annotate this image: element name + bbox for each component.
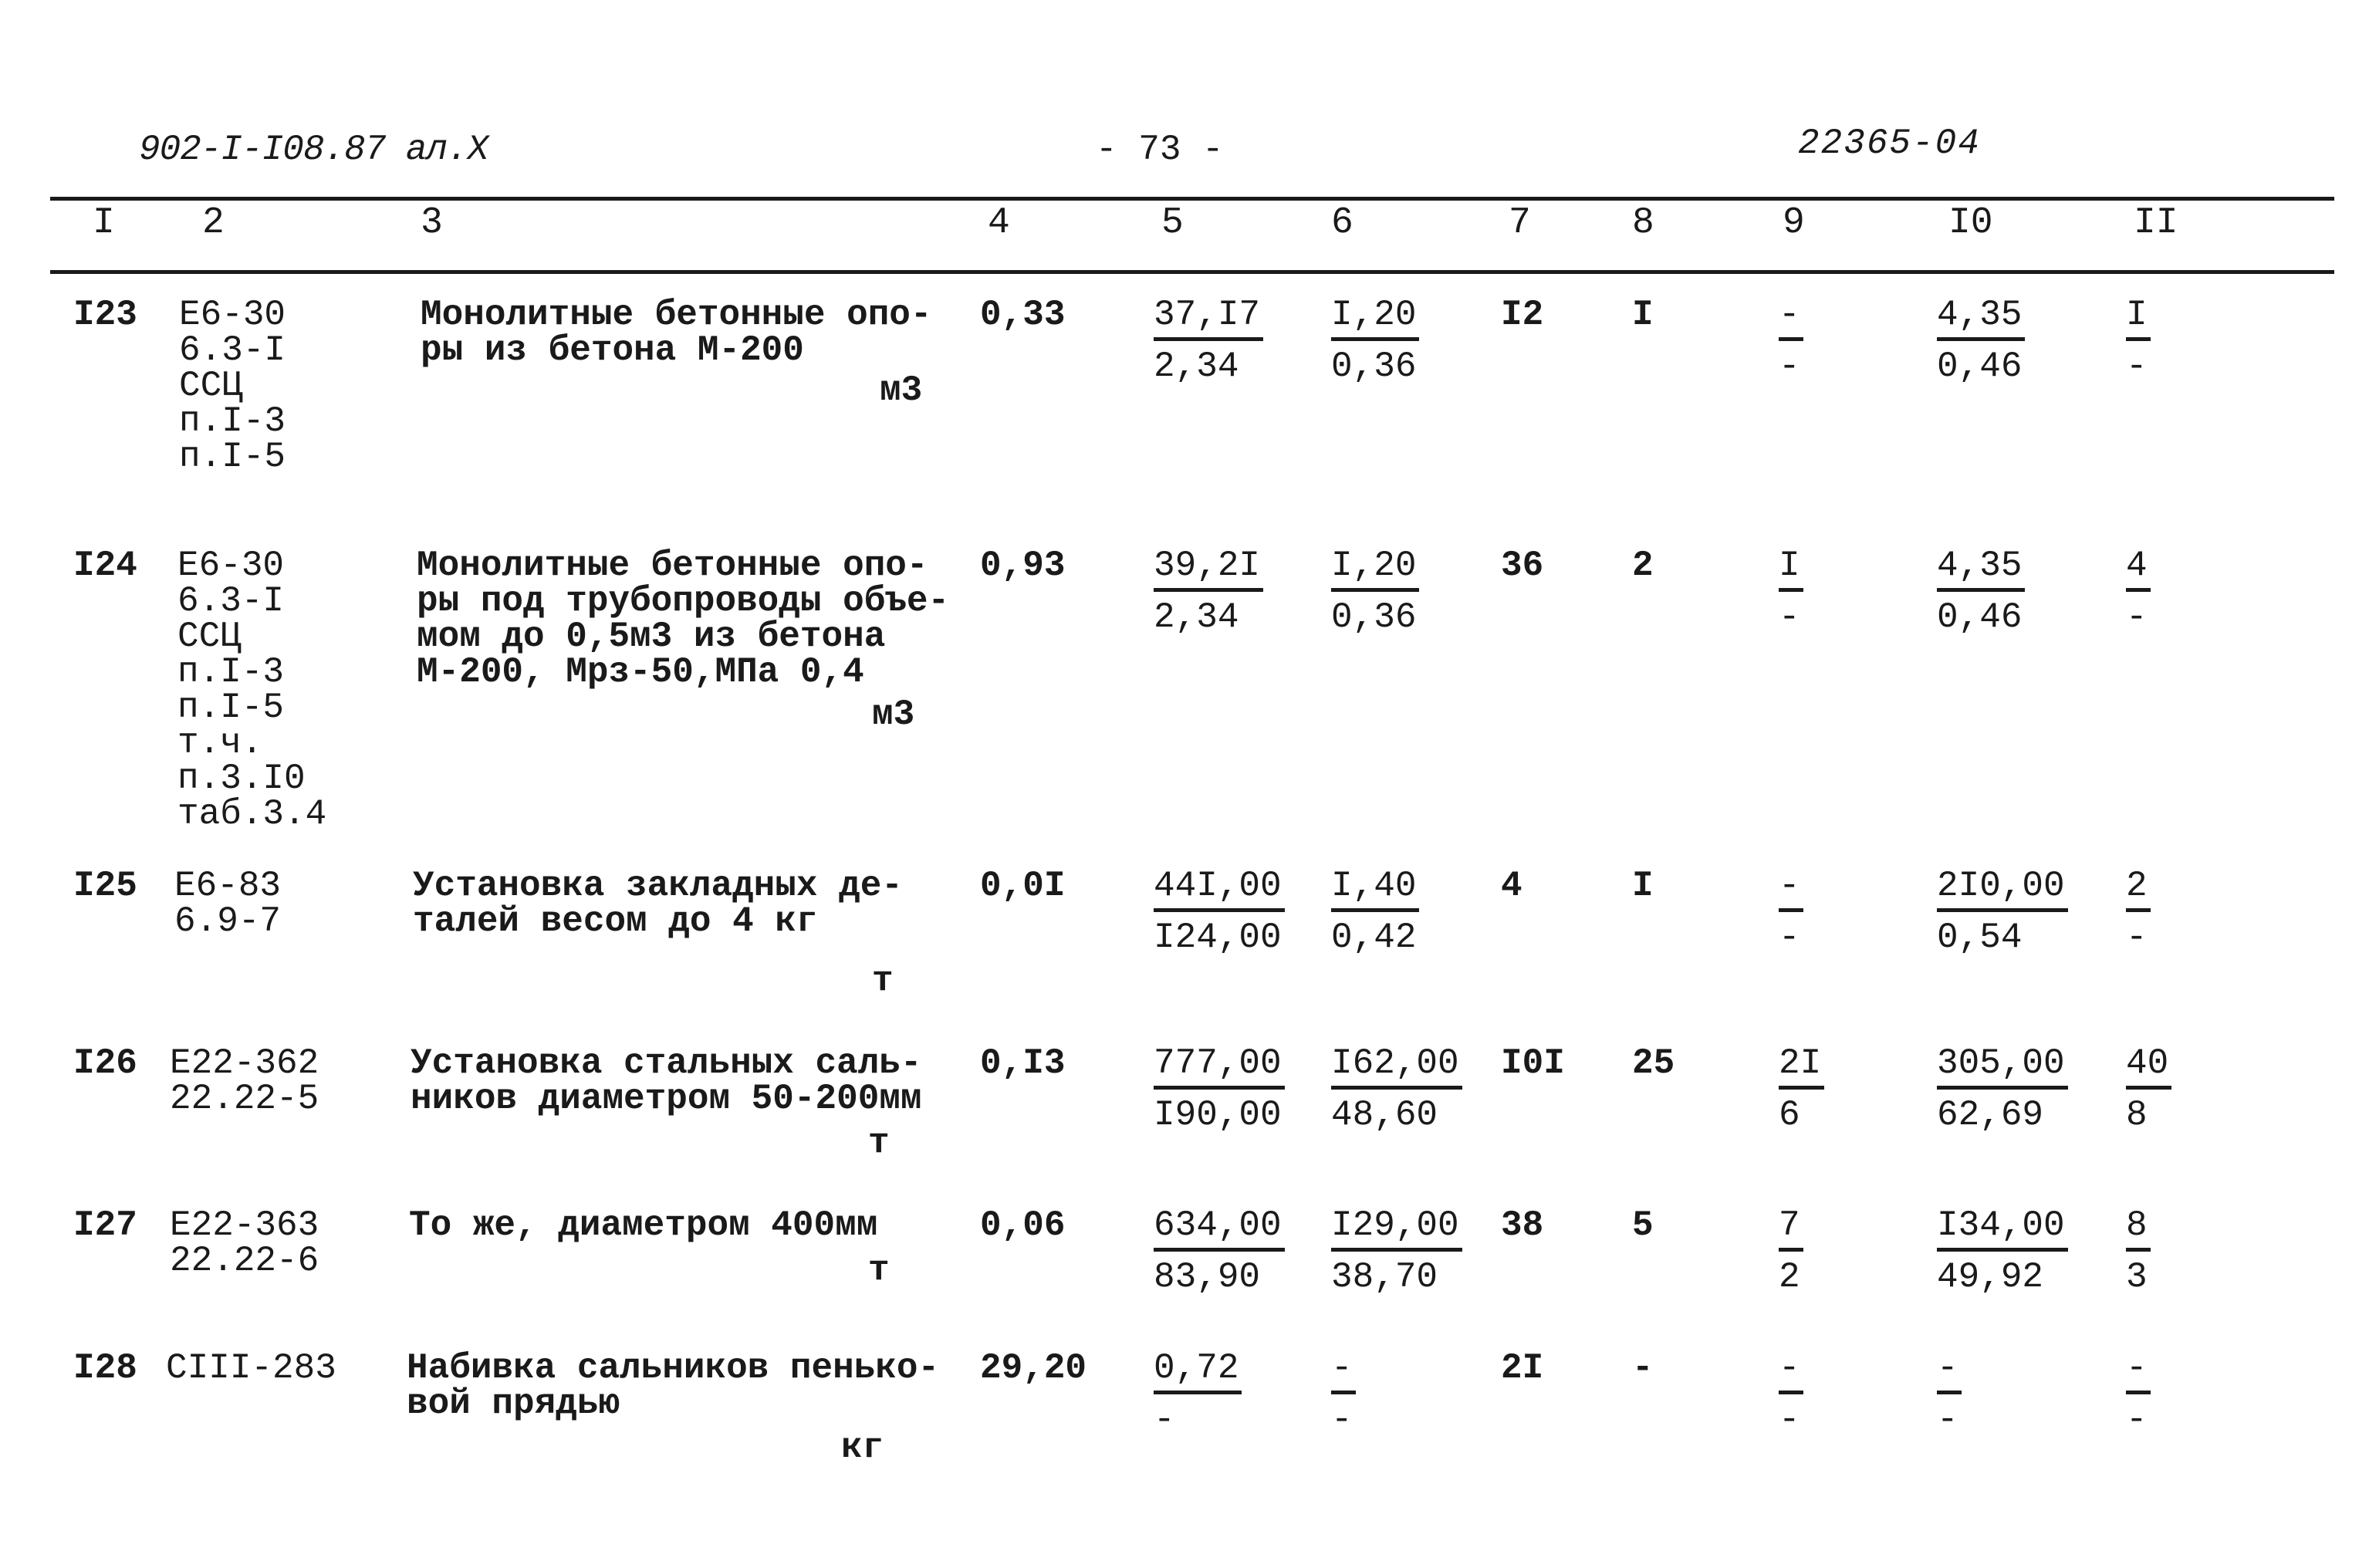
work-description: Набивка сальников пенько- вой прядью — [407, 1348, 940, 1424]
fraction-cell — [1937, 1043, 2068, 1135]
fraction-cell — [1779, 295, 1803, 387]
fraction-cell — [1779, 1043, 1824, 1135]
fraction-denominator: 38,70 — [1331, 1257, 1438, 1297]
fraction-cell — [2126, 866, 2151, 958]
column-header: 9 — [1783, 202, 1805, 244]
column-8-cell: 5 — [1632, 1205, 1654, 1245]
fraction-numerator: 305,00 — [1937, 1046, 2068, 1090]
fraction-cell — [1331, 1350, 1356, 1438]
fraction-denominator: 2 — [1779, 1257, 1800, 1297]
fraction-denominator: 0,54 — [1937, 917, 2023, 958]
fraction-denominator: - — [1937, 1400, 1958, 1440]
fraction-numerator: 4,35 — [1937, 297, 2025, 341]
column-header: 2 — [202, 202, 225, 244]
norm-code: E6-30 6.3-I ССЦ п.I-3 п.I-5 т.ч. п.3.I0 таб.3.4 — [177, 546, 327, 834]
quantity-cell: 0,0I — [980, 866, 1066, 906]
fraction-denominator: 2,34 — [1154, 597, 1239, 637]
fraction-denominator: 3 — [2126, 1257, 2148, 1297]
norm-code: E22-362 22.22-5 — [170, 1043, 319, 1119]
column-8-cell: - — [1632, 1348, 1654, 1388]
column-header: 8 — [1632, 202, 1654, 244]
fraction-numerator: - — [1779, 1350, 1803, 1394]
fraction-denominator: 48,60 — [1331, 1095, 1438, 1135]
fraction-cell — [1154, 866, 1285, 958]
fraction-numerator: I — [2126, 297, 2151, 341]
column-7-cell: I0I — [1501, 1043, 1565, 1083]
fraction-numerator: 7 — [1779, 1208, 1803, 1252]
fraction-cell — [2126, 1350, 2151, 1438]
fraction-cell — [2126, 295, 2151, 387]
norm-code: CIII-283 — [166, 1348, 336, 1388]
fraction-cell — [1779, 548, 1803, 635]
column-header: I — [93, 202, 115, 244]
fraction-denominator: 0,36 — [1331, 346, 1417, 387]
fraction-cell — [1779, 866, 1803, 958]
fraction-numerator: 634,00 — [1154, 1208, 1285, 1252]
fraction-numerator: I29,00 — [1331, 1208, 1462, 1252]
fraction-cell — [1331, 1043, 1462, 1135]
fraction-cell — [1937, 866, 2068, 958]
column-8-cell: 2 — [1632, 546, 1654, 586]
column-8-cell: 25 — [1632, 1043, 1675, 1083]
fraction-denominator: - — [2126, 346, 2148, 387]
fraction-cell — [1154, 548, 1263, 635]
fraction-denominator: - — [2126, 597, 2148, 637]
fraction-denominator: - — [1779, 917, 1800, 958]
quantity-cell: 29,20 — [980, 1348, 1087, 1388]
fraction-numerator: - — [2126, 1350, 2151, 1394]
unit-of-measure: м3 — [872, 694, 915, 735]
column-header: II — [2134, 202, 2178, 244]
quantity-cell: 0,06 — [980, 1205, 1066, 1245]
fraction-numerator: 4 — [2126, 548, 2151, 592]
fraction-denominator: 2,34 — [1154, 346, 1239, 387]
column-7-cell: 4 — [1501, 866, 1522, 906]
fraction-cell — [1779, 1350, 1803, 1438]
table-top-rule — [50, 197, 2334, 201]
fraction-denominator: 0,46 — [1937, 597, 2023, 637]
fraction-numerator: 44I,00 — [1154, 868, 1285, 912]
fraction-numerator: 37,I7 — [1154, 297, 1263, 341]
fraction-denominator: 49,92 — [1937, 1257, 2044, 1297]
column-header: 4 — [988, 202, 1010, 244]
sheet-number: 22365-04 — [1798, 123, 1981, 164]
quantity-cell: 0,33 — [980, 295, 1066, 335]
fraction-cell — [2126, 1043, 2171, 1135]
column-7-cell: 38 — [1501, 1205, 1544, 1245]
unit-of-measure: т — [868, 1123, 890, 1163]
fraction-denominator: I90,00 — [1154, 1095, 1282, 1135]
fraction-denominator: 0,42 — [1331, 917, 1417, 958]
fraction-cell — [1779, 1205, 1803, 1297]
row-number: I23 — [73, 295, 137, 335]
fraction-numerator: I,40 — [1331, 868, 1419, 912]
fraction-cell — [1331, 295, 1419, 387]
quantity-cell: 0,I3 — [980, 1043, 1066, 1083]
unit-of-measure: т — [868, 1250, 890, 1290]
fraction-numerator: 40 — [2126, 1046, 2171, 1090]
fraction-cell — [1937, 548, 2025, 635]
fraction-numerator: I,20 — [1331, 297, 1419, 341]
row-number: I28 — [73, 1348, 137, 1388]
fraction-denominator: 0,36 — [1331, 597, 1417, 637]
work-description: Монолитные бетонные опо- ры из бетона М-200 — [421, 295, 932, 370]
fraction-cell — [1331, 866, 1419, 958]
fraction-denominator: 0,46 — [1937, 346, 2023, 387]
fraction-numerator: 2 — [2126, 868, 2151, 912]
column-7-cell: 2I — [1501, 1348, 1544, 1388]
fraction-denominator: - — [2126, 917, 2148, 958]
work-description: Установка стальных саль- ников диаметром 50-200мм — [411, 1043, 922, 1119]
fraction-numerator: - — [1331, 1350, 1356, 1394]
column-header: 3 — [421, 202, 443, 244]
fraction-denominator: 6 — [1779, 1095, 1800, 1135]
fraction-cell — [1154, 1043, 1285, 1135]
column-header: 7 — [1509, 202, 1531, 244]
row-number: I24 — [73, 546, 137, 586]
column-header: 6 — [1331, 202, 1353, 244]
work-description: Установка закладных де- талей весом до 4 кг — [413, 866, 903, 941]
fraction-numerator: - — [1779, 868, 1803, 912]
fraction-cell — [1937, 1350, 1962, 1438]
fraction-cell — [1331, 548, 1419, 635]
column-header: 5 — [1161, 202, 1184, 244]
row-number: I25 — [73, 866, 137, 906]
fraction-cell — [1154, 1350, 1242, 1438]
work-description: Монолитные бетонные опо- ры под трубопроводы объе- мом до 0,5м3 из бетона М-200, Мрз-50,МПа 0,4 — [417, 546, 950, 692]
fraction-cell — [2126, 548, 2151, 635]
fraction-denominator: - — [1779, 1400, 1800, 1440]
norm-code: E6-83 6.9-7 — [174, 866, 282, 941]
fraction-denominator: - — [1779, 597, 1800, 637]
page-number: - 73 - — [1096, 130, 1224, 170]
fraction-cell — [1331, 1205, 1462, 1297]
fraction-numerator: I62,00 — [1331, 1046, 1462, 1090]
fraction-denominator: 62,69 — [1937, 1095, 2044, 1135]
fraction-numerator: - — [1779, 297, 1803, 341]
fraction-numerator: I — [1779, 548, 1803, 592]
fraction-denominator: 83,90 — [1154, 1257, 1261, 1297]
unit-of-measure: кг — [841, 1428, 884, 1468]
column-header: I0 — [1948, 202, 1993, 244]
fraction-numerator: I34,00 — [1937, 1208, 2068, 1252]
fraction-numerator: 0,72 — [1154, 1350, 1242, 1394]
quantity-cell: 0,93 — [980, 546, 1066, 586]
document-code: 902-I-I08.87 ал.X — [139, 130, 488, 170]
column-7-cell: I2 — [1501, 295, 1544, 335]
fraction-denominator: - — [1154, 1400, 1175, 1440]
norm-code: E22-363 22.22-6 — [170, 1205, 319, 1281]
fraction-numerator: I,20 — [1331, 548, 1419, 592]
fraction-cell — [1937, 295, 2025, 387]
unit-of-measure: т — [872, 961, 894, 1001]
fraction-cell — [2126, 1205, 2151, 1297]
fraction-numerator: 2I0,00 — [1937, 868, 2068, 912]
fraction-denominator: - — [1779, 346, 1800, 387]
fraction-numerator: 2I — [1779, 1046, 1824, 1090]
fraction-cell — [1937, 1205, 2068, 1297]
column-7-cell: 36 — [1501, 546, 1544, 586]
fraction-denominator: I24,00 — [1154, 917, 1282, 958]
work-description: То же, диаметром 400мм — [409, 1205, 878, 1245]
row-number: I27 — [73, 1205, 137, 1245]
fraction-numerator: 4,35 — [1937, 548, 2025, 592]
fraction-cell — [1154, 1205, 1285, 1297]
row-number: I26 — [73, 1043, 137, 1083]
header-bottom-rule — [50, 270, 2334, 274]
fraction-numerator: 777,00 — [1154, 1046, 1285, 1090]
column-8-cell: I — [1632, 866, 1654, 906]
norm-code: E6-30 6.3-I ССЦ п.I-3 п.I-5 — [179, 295, 286, 477]
fraction-denominator: - — [1331, 1400, 1353, 1440]
fraction-denominator: - — [2126, 1400, 2148, 1440]
fraction-denominator: 8 — [2126, 1095, 2148, 1135]
fraction-cell — [1154, 295, 1263, 387]
fraction-numerator: - — [1937, 1350, 1962, 1394]
column-8-cell: I — [1632, 295, 1654, 335]
unit-of-measure: м3 — [880, 370, 923, 411]
fraction-numerator: 39,2I — [1154, 548, 1263, 592]
fraction-numerator: 8 — [2126, 1208, 2151, 1252]
